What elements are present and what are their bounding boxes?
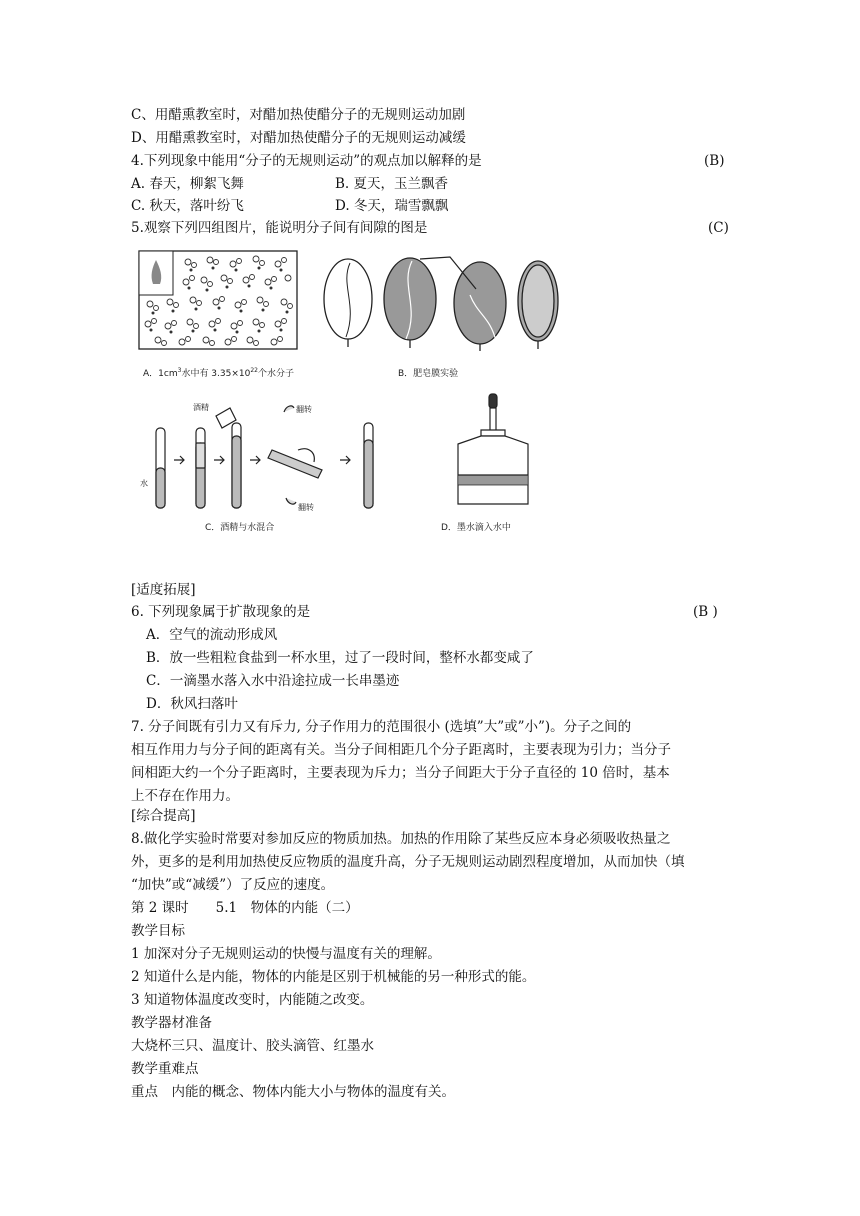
label-flip-bottom: 翻转: [298, 503, 314, 512]
lesson-keypoints-heading: 教学重难点: [131, 1061, 199, 1077]
lesson-goals-heading: 教学目标: [131, 923, 185, 939]
figure-b-caption: B．肥皂膜实验: [398, 369, 459, 379]
q6-stem: 6. 下列现象属于扩散现象的是: [131, 604, 311, 620]
figure-water-molecules: [138, 250, 298, 350]
lesson-title: 第 2 课时 5.1 物体的内能（二）: [131, 900, 359, 916]
q4-option-c: C. 秋天，落叶纷飞: [131, 198, 244, 214]
q5-stem: 5.观察下列四组图片，能说明分子间有间隙的图是: [131, 220, 428, 236]
lesson-goal-3: 3 知道物体温度改变时，内能随之改变。: [131, 992, 374, 1008]
q8-line-2: 外，更多的是利用加热使反应物质的温度升高，分子无规则运动剧烈程度增加，从而加快（填: [131, 854, 685, 870]
figure-d-caption: D．墨水滴入水中: [441, 523, 511, 533]
lesson-equipment-heading: 教学器材准备: [131, 1015, 212, 1031]
lesson-equipment: 大烧杯三只、温度计、胶头滴管、红墨水: [131, 1038, 374, 1054]
q3-option-c: C、用醋熏教室时，对醋加热使醋分子的无规则运动加剧: [131, 107, 466, 123]
figure-soap-film: [320, 255, 560, 355]
lesson-goal-1: 1 加深对分子无规则运动的快慢与温度有关的理解。: [131, 946, 441, 962]
q3-option-d: D、用醋熏教室时，对醋加热使醋分子的无规则运动减缓: [131, 130, 466, 146]
q7-line-4: 上不存在作用力。: [131, 788, 239, 804]
q7-line-1: 7. 分子间既有引力又有斥力, 分子作用力的范围很小 (选填”大”或”小”)。分子之间的: [131, 719, 632, 735]
figure-ink-in-water: [448, 392, 538, 512]
q4-stem: 4.下列现象中能用“分子的无规则运动”的观点加以解释的是: [131, 153, 482, 169]
q4-answer: (B): [704, 153, 725, 169]
q7-line-2: 相互作用力与分子间的距离有关。当分子间相距几个分子距离时，主要表现为引力；当分子: [131, 742, 671, 758]
q6-option-c: C．一滴墨水落入水中沿途拉成一长串墨迹: [146, 673, 400, 689]
q7-line-3: 间相距大约一个分子距离时，主要表现为斥力；当分子间距大于分子直径的 10 倍时，基本: [131, 765, 670, 781]
label-water: 水: [140, 479, 148, 488]
q8-line-1: 8.做化学实验时常要对参加反应的物质加热。加热的作用除了某些反应本身必须吸收热量之: [131, 831, 671, 847]
figure-a-caption: A．$1cm^3$水中有 $3.35\times 10^{22}$个水分子: [143, 367, 294, 379]
q4-option-d: D. 冬天，瑞雪飘飘: [335, 198, 449, 214]
section-extend: [适度拓展]: [131, 582, 196, 598]
section-improve: [综合提高]: [131, 808, 196, 824]
q8-line-3: “加快”或“减缓”）了反应的速度。: [131, 877, 335, 893]
q5-answer: (C): [708, 220, 729, 236]
q4-option-b: B. 夏天，玉兰飘香: [335, 176, 449, 192]
label-flip-top: 翻转: [296, 405, 312, 414]
lesson-keypoints: 重点 内能的概念、物体内能大小与物体的温度有关。: [131, 1084, 455, 1100]
q6-option-b: B．放一些粗粒食盐到一杯水里，过了一段时间，整杯水都变咸了: [146, 650, 534, 666]
lesson-goal-2: 2 知道什么是内能，物体的内能是区别于机械能的另一种形式的能。: [131, 969, 536, 985]
q4-option-a: A. 春天，柳絮飞舞: [131, 176, 244, 192]
q6-option-d: D．秋风扫落叶: [146, 696, 238, 712]
figure-alcohol-water: [138, 398, 388, 513]
label-alcohol: 酒精: [193, 403, 209, 412]
q6-option-a: A．空气的流动形成风: [146, 627, 278, 643]
figure-c-caption: C．酒精与水混合: [205, 523, 275, 533]
q6-answer: (B ): [693, 604, 718, 620]
